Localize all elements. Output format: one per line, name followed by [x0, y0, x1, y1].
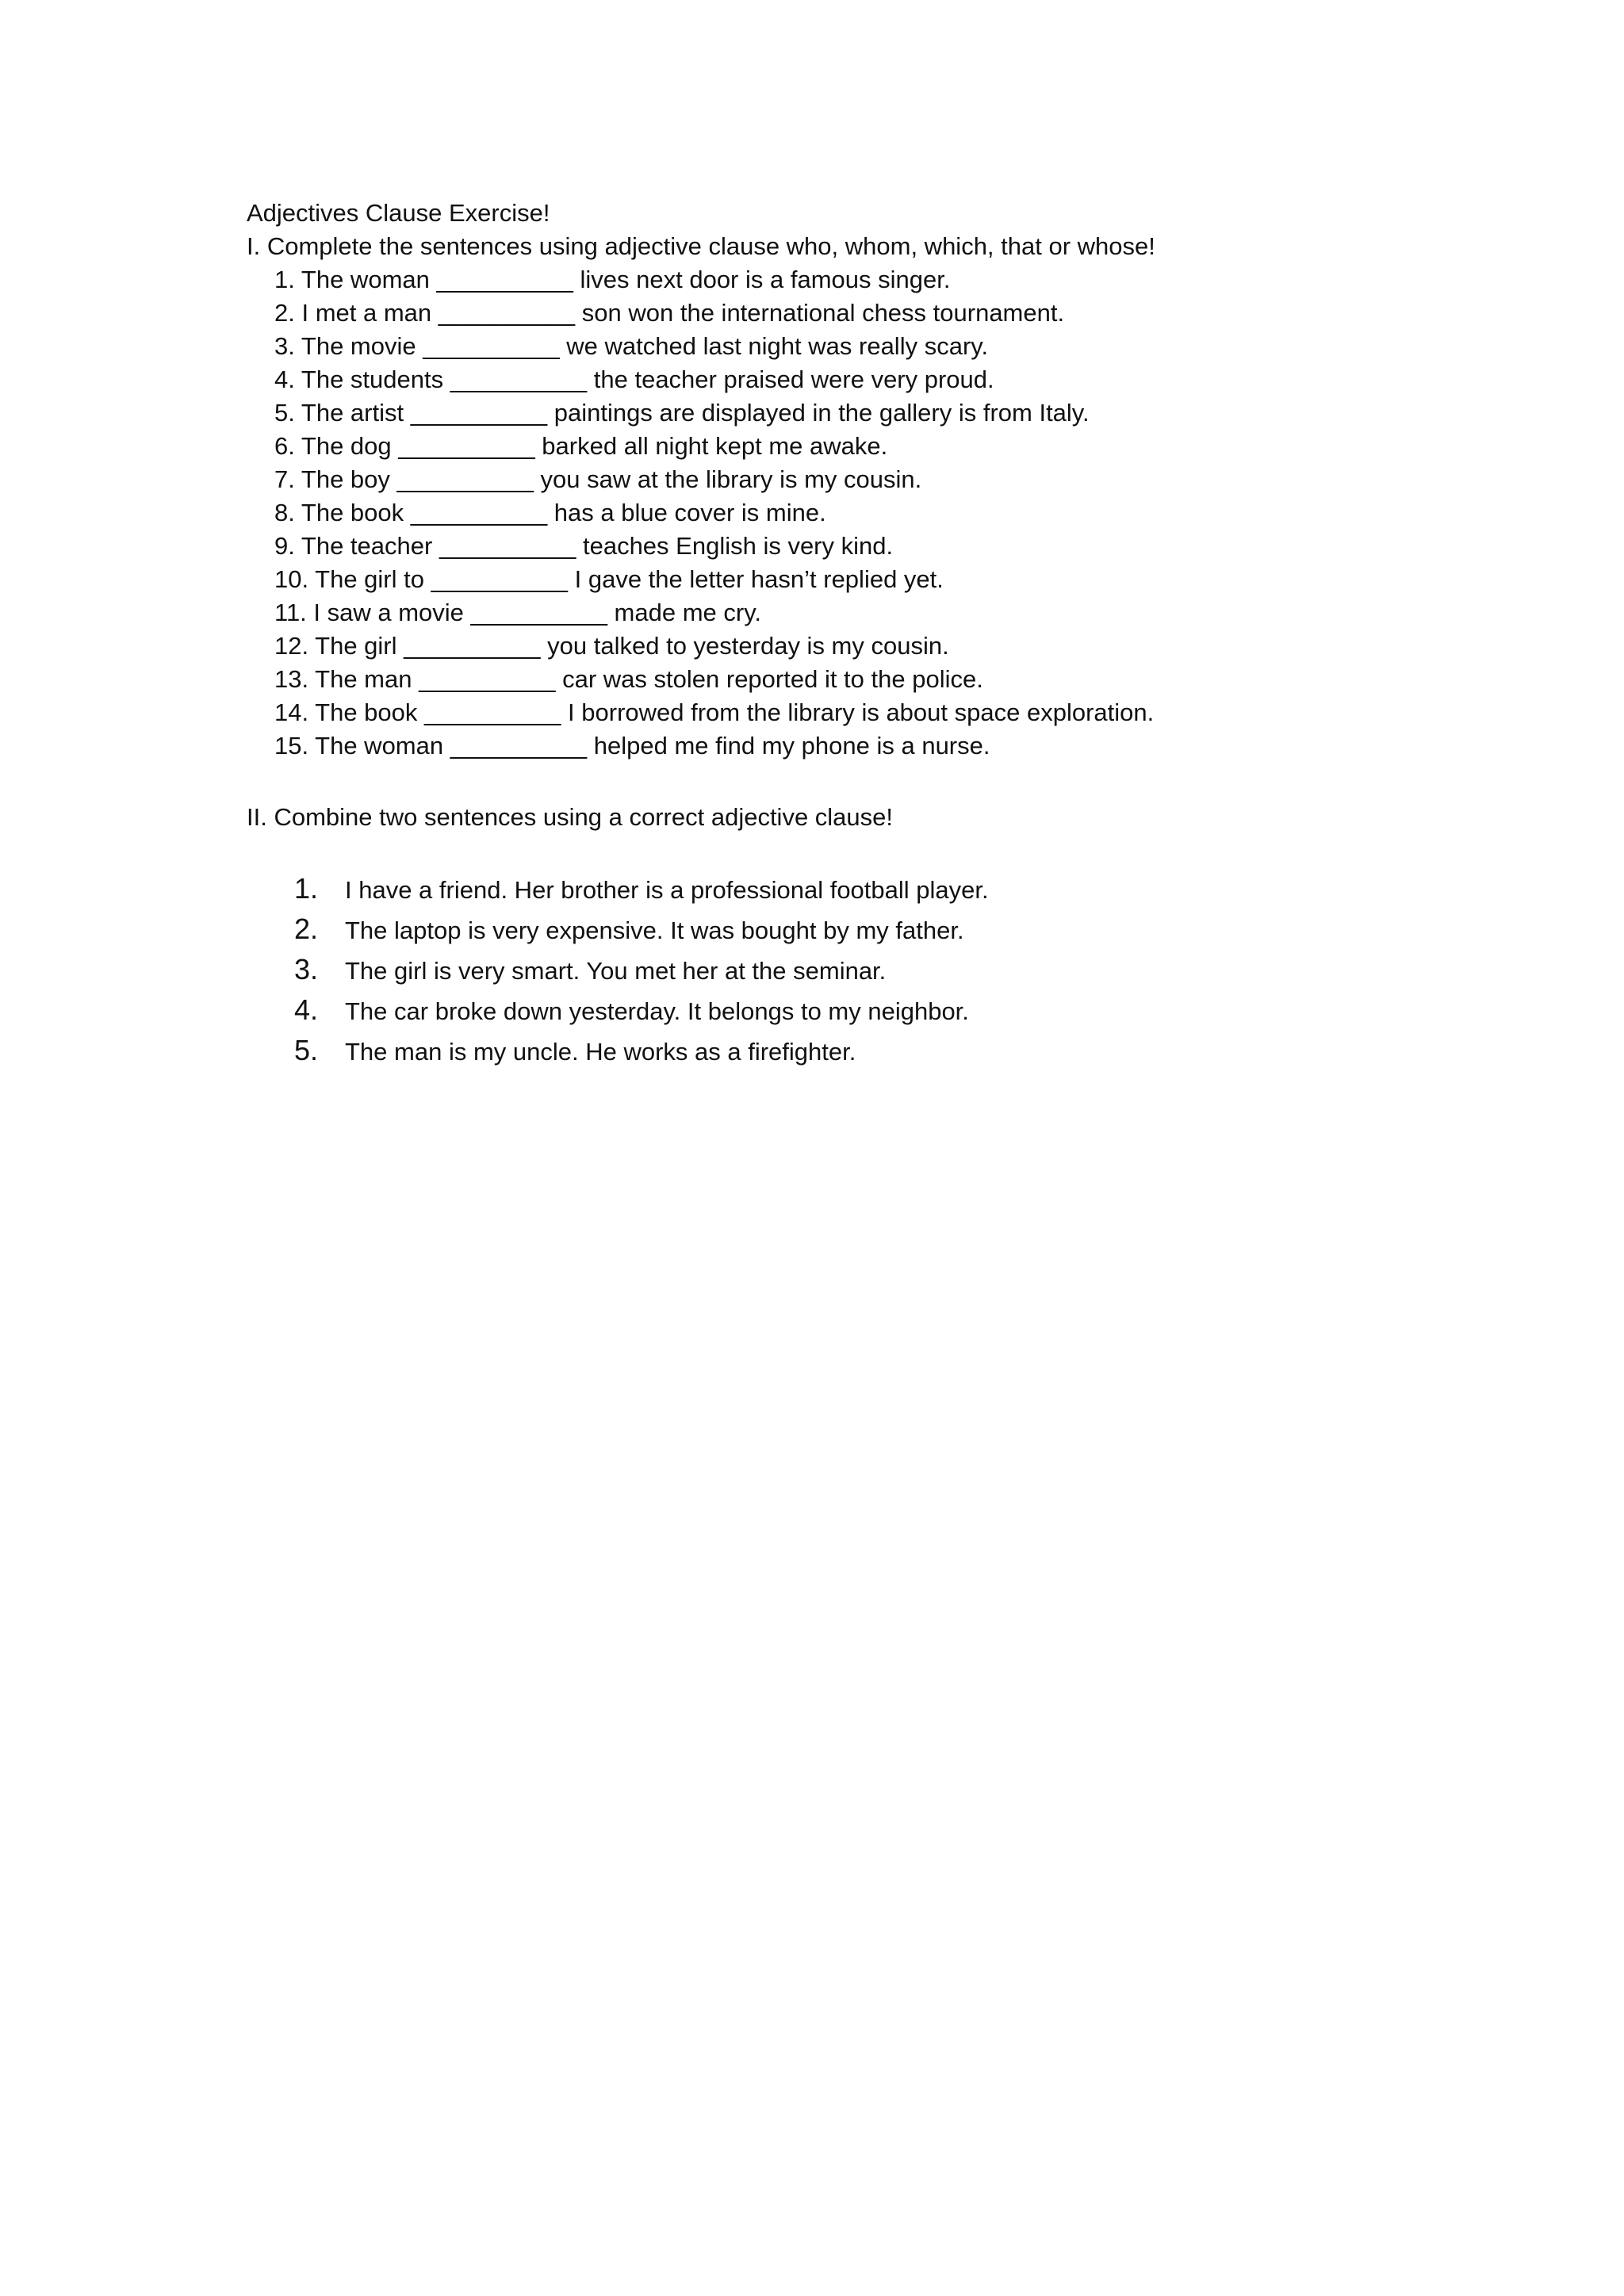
list-item: 3. The movie __________ we watched last night was really scary.	[274, 332, 989, 360]
document-title: Adjectives Clause Exercise!	[247, 199, 550, 227]
item-text: The laptop is very expensive. It was bought by my father.	[345, 916, 964, 944]
list-item: 14. The book __________ I borrowed from the library is about space exploration.	[274, 698, 1155, 726]
item-text: I have a friend. Her brother is a professional football player.	[345, 876, 989, 904]
list-item: 12. The girl __________ you talked to yesterday is my cousin.	[274, 632, 949, 660]
list-item: 6. The dog __________ barked all night kept me awake.	[274, 432, 888, 460]
item-text: The car broke down yesterday. It belongs to my neighbor.	[345, 997, 969, 1025]
list-item: 4. The students __________ the teacher praised were very proud.	[274, 365, 994, 393]
list-item: 10. The girl to __________ I gave the letter hasn’t replied yet.	[274, 565, 944, 593]
item-number: 2.	[294, 913, 319, 945]
list-item	[294, 872, 1436, 913]
section2-instruction: II. Combine two sentences using a correct adjective clause!	[247, 803, 894, 831]
list-item: 11. I saw a movie __________ made me cry.	[274, 599, 762, 626]
list-item	[294, 913, 1436, 953]
list-item: 2. I met a man __________ son won the international chess tournament.	[274, 299, 1065, 327]
section1-list	[247, 263, 1436, 763]
document-body	[247, 197, 1436, 1074]
list-item: 5. The artist __________ paintings are displayed in the gallery is from Italy.	[274, 399, 1090, 427]
list-item: 1. The woman __________ lives next door is a famous singer.	[274, 266, 951, 293]
list-item: 15. The woman __________ helped me find my phone is a nurse.	[274, 732, 990, 760]
list-item: 9. The teacher __________ teaches English is very kind.	[274, 532, 894, 560]
list-item: 8. The book __________ has a blue cover is mine.	[274, 499, 826, 526]
section2-list	[247, 872, 1436, 1074]
item-number: 4.	[294, 993, 319, 1026]
item-number: 1.	[294, 872, 319, 905]
section1-instruction: I. Complete the sentences using adjective clause who, whom, which, that or whose!	[247, 232, 1155, 260]
list-item	[294, 953, 1436, 993]
list-item: 7. The boy __________ you saw at the library is my cousin.	[274, 465, 922, 493]
item-number: 3.	[294, 953, 319, 985]
item-text: The man is my uncle. He works as a firefighter.	[345, 1038, 856, 1066]
item-text: The girl is very smart. You met her at the seminar.	[345, 957, 887, 985]
list-item	[294, 1034, 1436, 1074]
list-item: 13. The man __________ car was stolen reported it to the police.	[274, 665, 983, 693]
list-item	[294, 993, 1436, 1034]
item-number: 5.	[294, 1034, 319, 1066]
